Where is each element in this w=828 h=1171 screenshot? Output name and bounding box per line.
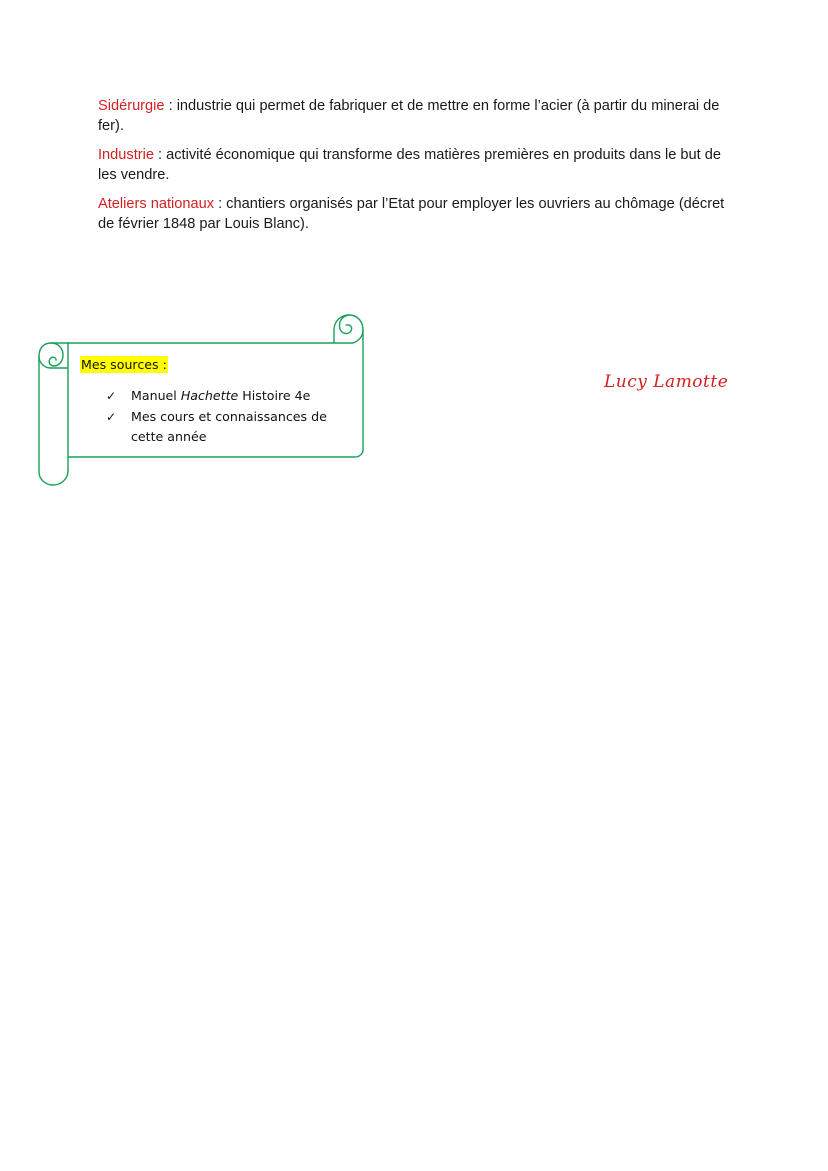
definition-ateliers-nationaux [98,195,738,234]
checkmark-icon: ✓ [106,389,117,403]
definition-text: : chantiers organisés par l’Etat pour employer les ouvriers au chômage (décret de février 1848 par Louis Blanc). [98,196,725,232]
definition-term: Ateliers nationaux [98,196,215,212]
definition-term: Sidérurgie [98,98,165,114]
list-item [106,407,336,448]
source-text-italic: Hachette [180,388,239,403]
author-signature: Lucy Lamotte [604,372,729,392]
checkmark-icon: ✓ [106,409,117,424]
source-text-after: Histoire 4e [238,388,311,403]
definition-text: : activité économique qui transforme des matières premières en produits dans le but de les vendre. [98,147,722,183]
sources-list [106,386,336,448]
source-text-before: Manuel [131,388,181,403]
list-item [106,386,336,407]
definition-siderurgie [98,97,738,136]
definitions-list [98,97,738,244]
sources-title: Mes sources : [81,357,167,372]
definition-industrie [98,146,738,185]
definition-text: : industrie qui permet de fabriquer et de mettre en forme l’acier (à partir du minerai de fer). [98,98,720,134]
source-text-before: Mes cours et connaissances de cette année [131,408,327,444]
definition-term: Industrie [98,147,154,163]
